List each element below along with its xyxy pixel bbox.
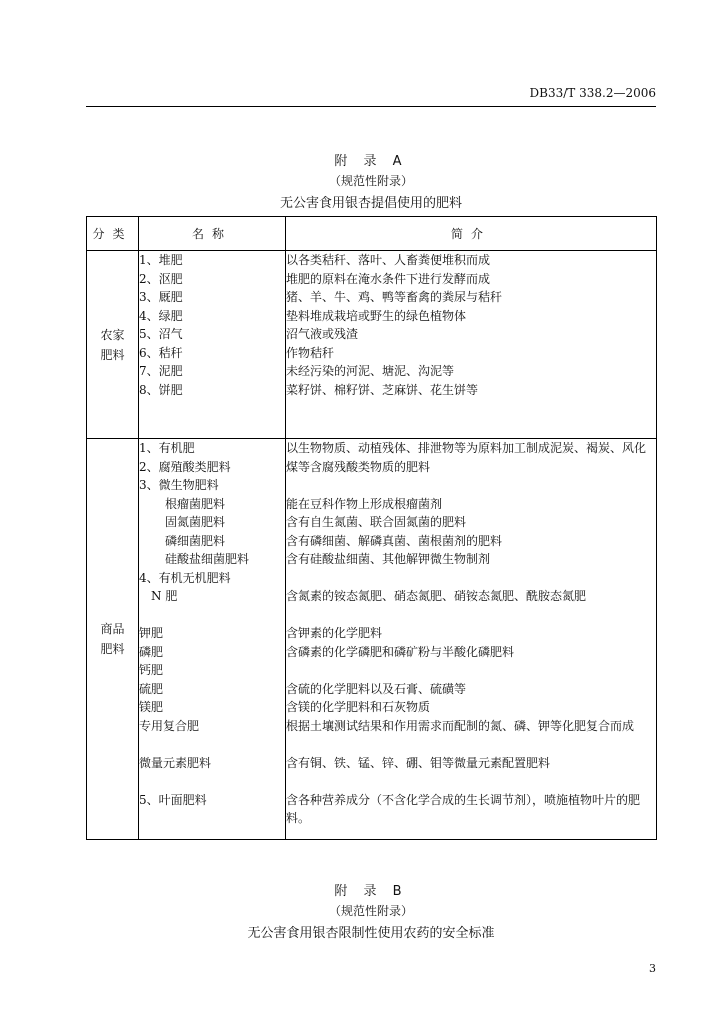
category-label: 商品: [100, 622, 125, 636]
fertilizer-name: 根瘤菌肥料: [165, 496, 226, 511]
appendix-a-heading: [86, 150, 656, 211]
category-cell: [87, 251, 139, 439]
fertilizer-description: 菜籽饼、棉籽饼、芝麻饼、花生饼等: [286, 382, 479, 397]
fertilizer-description: 以生物物质、动植残体、排泄物等为原料加工制成泥炭、褐炭、风化煤等含腐残酸类物质的肥料: [286, 441, 647, 474]
fertilizer-name: 5、叶面肥料: [139, 792, 207, 807]
header-rule: [86, 106, 656, 107]
fertilizer-name: 2、沤肥: [139, 271, 183, 286]
fertilizer-name: N 肥: [151, 589, 178, 603]
table-row: [87, 251, 657, 439]
table-row: [87, 439, 657, 840]
fertilizer-description: 含有自生氮菌、联合固氮菌的肥料: [286, 515, 467, 529]
appendix-a-subheading: （规范性附录）: [328, 174, 413, 188]
fertilizer-description: 含有磷细菌、解磷真菌、菌根菌剂的肥料: [286, 533, 503, 548]
fertilizer-name: 钾肥: [139, 626, 164, 640]
fertilizer-name: 4、绿肥: [139, 308, 183, 323]
fertilizer-name: 硅酸盐细菌肥料: [165, 552, 250, 566]
fertilizer-description: [286, 661, 656, 680]
fertilizer-description: 含钾素的化学肥料: [286, 626, 383, 640]
appendix-a-label: 附 录 A: [334, 154, 408, 169]
fertilizer-name: 钙肥: [139, 663, 164, 677]
column-header-name: 名称: [139, 217, 286, 251]
fertilizer-name: 磷细菌肥料: [165, 533, 226, 548]
fertilizer-name: 1、有机肥: [139, 441, 195, 455]
fertilizer-description: 根据土壤测试结果和作用需求而配制的氮、磷、钾等化肥复合而成: [286, 718, 635, 733]
fertilizer-name: 8、饼肥: [139, 382, 183, 397]
fertilizer-name: 镁肥: [139, 700, 164, 714]
fertilizer-description: 能在豆科作物上形成根瘤菌剂: [286, 496, 443, 511]
appendix-a-title: 无公害食用银杏提倡使用的肥料: [279, 196, 462, 211]
category-label: 农家: [100, 327, 125, 342]
fertilizer-description: 含硫的化学肥料以及石膏、硫磺等: [286, 681, 467, 696]
fertilizer-name: 硫肥: [139, 681, 164, 696]
fertilizer-name: 3、厩肥: [139, 290, 183, 304]
fertilizer-name: 4、有机无机肥料: [139, 570, 231, 585]
table-header-row: [87, 217, 657, 251]
fertilizer-description: 未经污染的河泥、塘泥、沟泥等: [286, 364, 455, 378]
category-label: 肥料: [100, 642, 125, 656]
fertilizer-description: 垫料堆成栽培或野生的绿色植物体: [286, 308, 467, 323]
fertilizer-name: 3、微生物肥料: [139, 478, 219, 492]
spacer: [286, 606, 656, 625]
fertilizer-description: 含有硅酸盐细菌、其他解钾微生物制剂: [286, 552, 491, 566]
spacer: [139, 735, 285, 754]
fertilizer-description: 作物秸秆: [286, 345, 335, 360]
fertilizer-description: 堆肥的原料在淹水条件下进行发酵而成: [286, 271, 491, 286]
fertilizer-description: 以各类秸秆、落叶、人畜粪便堆积而成: [286, 253, 491, 267]
fertilizer-name: 磷肥: [139, 644, 164, 659]
fertilizer-description: 沼气液或残渣: [286, 327, 359, 341]
category-label: 肥料: [100, 347, 125, 362]
fertilizer-description: 含氮素的铵态氮肥、硝态氮肥、硝铵态氮肥、酰胺态氮肥: [286, 589, 587, 603]
fertilizer-name: 微量元素肥料: [139, 755, 212, 770]
standard-code: DB33/T 338.2—2006: [529, 86, 656, 100]
fertilizer-name: 1、堆肥: [139, 253, 183, 267]
appendix-b-heading: [86, 880, 656, 941]
name-cell: [139, 439, 286, 840]
fertilizer-name: 7、泥肥: [139, 364, 183, 378]
description-cell: [286, 439, 657, 840]
fertilizer-name: 2、腐殖酸类肥料: [139, 459, 231, 474]
fertilizer-table: [86, 216, 657, 840]
spacer: [286, 772, 656, 791]
appendix-b-subheading: （规范性附录）: [328, 904, 413, 918]
appendix-b-label: 附 录 B: [334, 884, 408, 899]
fertilizer-description: 含有铜、铁、锰、锌、硼、钼等微量元素配置肥料: [286, 755, 551, 770]
fertilizer-name: 专用复合肥: [139, 718, 200, 733]
fertilizer-description: 含磷素的化学磷肥和磷矿粉与半酸化磷肥料: [286, 644, 515, 659]
fertilizer-description: 含各种营养成分（不含化学合成的生长调节剂），喷施植物叶片的肥料。: [286, 792, 641, 825]
fertilizer-description: 猪、羊、牛、鸡、鸭等畜禽的粪尿与秸秆: [286, 290, 503, 304]
fertilizer-name: 6、秸秆: [139, 345, 183, 360]
fertilizer-name: 固氮菌肥料: [165, 515, 226, 529]
fertilizer-name: 5、沼气: [139, 327, 183, 341]
page-number: 3: [649, 962, 656, 975]
fertilizer-description: [286, 476, 656, 495]
spacer: [139, 772, 285, 791]
column-header-description: 简介: [286, 217, 657, 251]
spacer: [139, 606, 285, 625]
fertilizer-description: 含镁的化学肥料和石灰物质: [286, 700, 431, 714]
category-cell: [87, 439, 139, 840]
column-header-category: 分类: [87, 217, 139, 251]
appendix-b-title: 无公害食用银杏限制性使用农药的安全标准: [247, 926, 495, 941]
description-cell: [286, 251, 657, 439]
fertilizer-description: [286, 569, 656, 588]
name-cell: [139, 251, 286, 439]
